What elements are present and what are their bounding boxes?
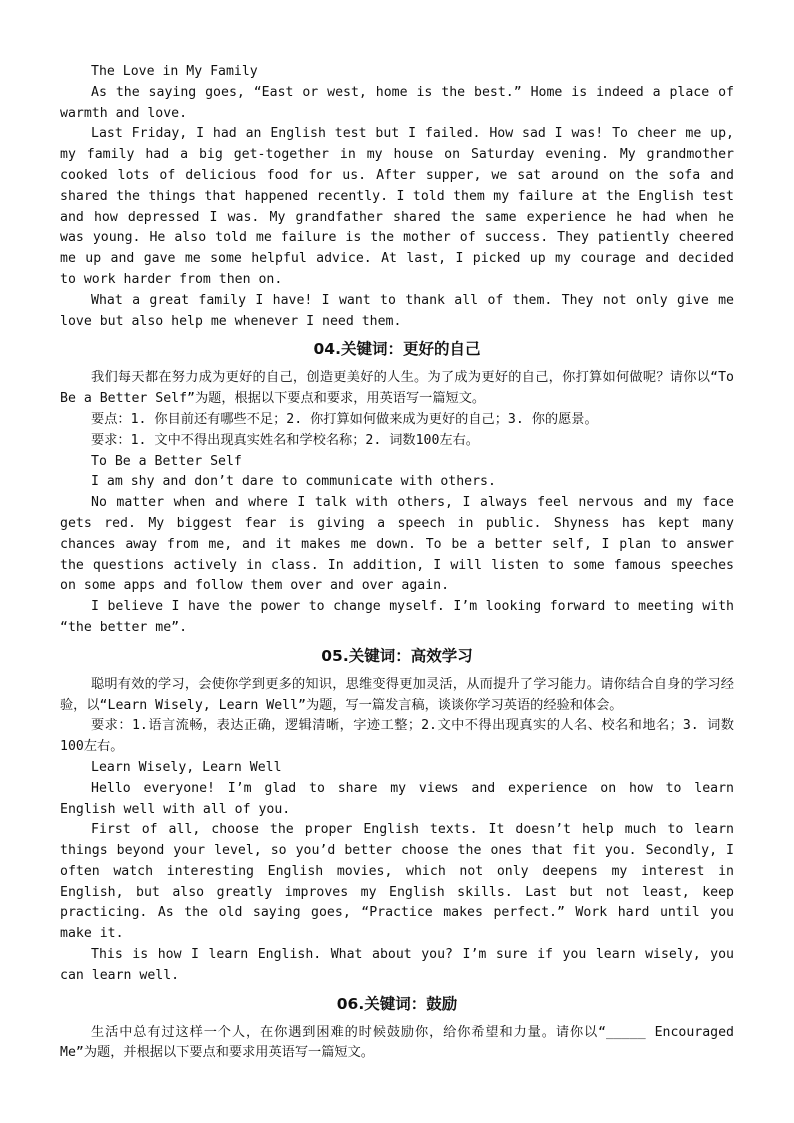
- prompt-requirements: 要求：1. 文中不得出现真实姓名和学校名称；2. 词数100左右。: [91, 432, 479, 448]
- essay-paragraph: First of all, choose the proper English texts. It doesn’t help much to learn things beyond your level, so you’d better choose the ones that fit you. Secondly, I often watch interesting English movies, which not only deepens my interest in English, but also greatly improves my English skills. Last but not least, keep practicing. As the old saying goes, “Practice makes perfect.” Work hard until you make it.: [60, 822, 734, 942]
- document-page: [60, 62, 734, 1064]
- essay-title: The Love in My Family: [91, 64, 258, 79]
- essay-paragraph: No matter when and where I talk with others, I always feel nervous and my face gets red. My biggest fear is giving a speech in public. Shyness has kept many chances away from me, and it makes me down. To be a better self, I plan to answer the questions actively in class. In addition, I will listen to some famous speeches on some apps and follow them over and over again.: [60, 495, 734, 594]
- essay-paragraph: As the saying goes, “East or west, home is the best.” Home is indeed a place of warmth and love.: [60, 84, 734, 121]
- writing-prompt: 生活中总有过这样一个人，在你遇到困难的时候鼓励你，给你希望和力量。请你以“_____ Encouraged Me”为题，并根据以下要点和要求用英语写一篇短文。: [60, 1024, 734, 1061]
- writing-prompt: 我们每天都在努力成为更好的自己，创造更美好的人生。为了成为更好的自己，你打算如何做呢？请你以“To Be a Better Self”为题，根据以下要点和要求，用英语写一篇短文。: [60, 370, 734, 407]
- essay-paragraph: I am shy and don’t dare to communicate with others.: [91, 474, 496, 490]
- essay-paragraph: This is how I learn English. What about you? I’m sure if you learn wisely, you can learn well.: [60, 947, 734, 983]
- essay-title: Learn Wisely, Learn Well: [91, 759, 282, 775]
- essay-paragraph: Hello everyone! I’m glad to share my views and experience on how to learn English well with all of you.: [60, 780, 734, 817]
- section-heading-04: 04.关键词：更好的自己: [313, 340, 481, 359]
- essay-paragraph: What a great family I have! I want to thank all of them. They not only give me love but also help me whenever I need them.: [60, 292, 734, 329]
- prompt-requirements: 要求：1.语言流畅，表达正确，逻辑清晰，字迹工整；2.文中不得出现真实的人名、校名和地名；3. 词数100左右。: [60, 718, 734, 755]
- section-heading-06: 06.关键词：鼓励: [336, 994, 458, 1013]
- essay-paragraph: Last Friday, I had an English test but I failed. How sad I was! To cheer me up, my family had a big get-together in my house on Saturday evening. My grandmother cooked lots of delicious food for us. After supper, we sat around on the sofa and shared the things that happened recently. I told them my failure at the English test and how depressed I was. My grandfather shared the same experience he had when he was young. He also told me failure is the mother of success. They patiently cheered me up and gave me some helpful advice. At last, I picked up my courage and decided to work harder from then on.: [60, 126, 734, 287]
- essay-title: To Be a Better Self: [91, 453, 242, 469]
- section-heading-05: 05.关键词：高效学习: [321, 646, 473, 665]
- writing-prompt: 聪明有效的学习，会使你学到更多的知识，思维变得更加灵活，从而提升了学习能力。请你结合自身的学习经验，以“Learn Wisely, Learn Well”为题，写一篇发言稿，谈谈你学习英语的经验和体会。: [60, 676, 734, 713]
- essay-paragraph: I believe I have the power to change myself. I’m looking forward to meeting with “the better me”.: [60, 599, 734, 635]
- prompt-points: 要点：1. 你目前还有哪些不足；2. 你打算如何做来成为更好的自己；3. 你的愿景。: [91, 411, 598, 427]
